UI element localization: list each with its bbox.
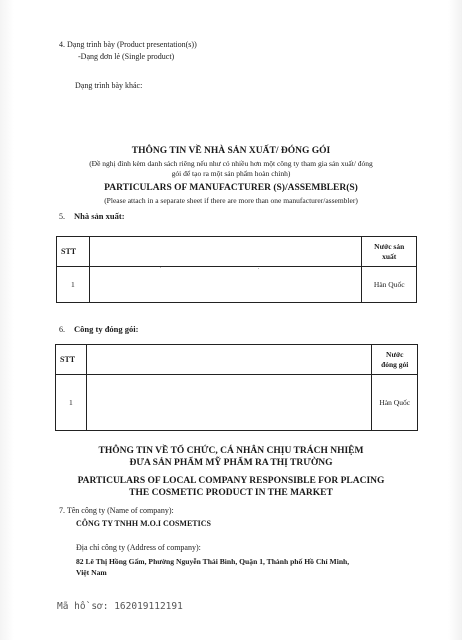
packager-header-name	[86, 345, 372, 375]
section6-number: 6.	[59, 325, 65, 334]
company-name-value: CÔNG TY TNHH M.O.I COSMETICS	[76, 519, 211, 528]
record-code: Mã hồ sơ: 162019112191	[57, 601, 183, 612]
manufacturer-table	[56, 236, 417, 303]
other-presentation-line: Dạng trình bày khác:	[75, 81, 143, 90]
manufacturer-note-en: (Please attach in a separate sheet if there are more than one manufacturer/assembler)	[104, 196, 358, 205]
packager-row-number: 1	[56, 375, 87, 431]
manufacturer-row-name	[89, 267, 362, 303]
section6-label: Công ty đóng gói:	[74, 324, 139, 334]
manufacturer-title-en: PARTICULARS OF MANUFACTURER (S)/ASSEMBLER(S)	[104, 183, 358, 193]
manufacturer-note-vn-1: (Đề nghị đính kèm danh sách riêng nếu như có nhiều hơn một công ty tham gia sản xuất/ đóng	[89, 159, 373, 168]
manufacturer-header-country-line1: Nước sản	[374, 241, 405, 251]
section5-number: 5.	[59, 212, 65, 221]
packager-row-name	[86, 375, 372, 431]
manufacturer-header-country-line2: xuất	[382, 251, 397, 261]
packager-header-country	[372, 345, 418, 375]
manufacturer-row-country: Hàn Quốc	[362, 267, 417, 303]
single-product-line: -Dạng đơn lẻ (Single product)	[78, 52, 175, 61]
manufacturer-header-country	[362, 237, 417, 267]
responsible-title-en-2: THE COSMETIC PRODUCT IN THE MARKET	[129, 488, 333, 498]
company-name-label: 7. Tên công ty (Name of company):	[59, 506, 174, 515]
company-address-line2: Việt Nam	[76, 568, 107, 577]
manufacturer-row-number: 1	[57, 267, 90, 303]
responsible-title-vn-2: ĐƯA SẢN PHẨM MỸ PHẨM RA THỊ TRƯỜNG	[129, 458, 333, 468]
packager-header-stt: STT	[56, 345, 87, 375]
packager-table	[55, 344, 418, 431]
section4-heading: 4. Dạng trình bày (Product presentation(s))	[59, 40, 197, 49]
packager-row-country: Hàn Quốc	[372, 375, 418, 431]
company-address-line1: 82 Lê Thị Hồng Gấm, Phường Nguyễn Thái Bình, Quận 1, Thành phố Hồ Chí Minh,	[76, 557, 350, 566]
packager-header-country-line1: Nước	[386, 349, 404, 359]
manufacturer-header-name	[89, 237, 362, 267]
company-address-label: Địa chỉ công ty (Address of company):	[76, 543, 201, 552]
manufacturer-header-stt: STT	[57, 237, 90, 267]
section5-label: Nhà sản xuất:	[74, 211, 125, 221]
packager-header-country-line2: đóng gói	[381, 359, 409, 369]
manufacturer-title-vn: THÔNG TIN VỀ NHÀ SẢN XUẤT/ ĐÓNG GÓI	[131, 146, 331, 156]
redacted-mark	[160, 267, 161, 268]
responsible-title-en-1: PARTICULARS OF LOCAL COMPANY RESPONSIBLE FOR PLACING	[77, 476, 385, 486]
redacted-mark	[258, 268, 259, 269]
manufacturer-note-vn-2: gói để tạo ra một sản phẩm hoàn chỉnh)	[171, 169, 291, 178]
responsible-title-vn-1: THÔNG TIN VỀ TỔ CHỨC, CÁ NHÂN CHỊU TRÁCH NHIỆM	[98, 446, 364, 456]
